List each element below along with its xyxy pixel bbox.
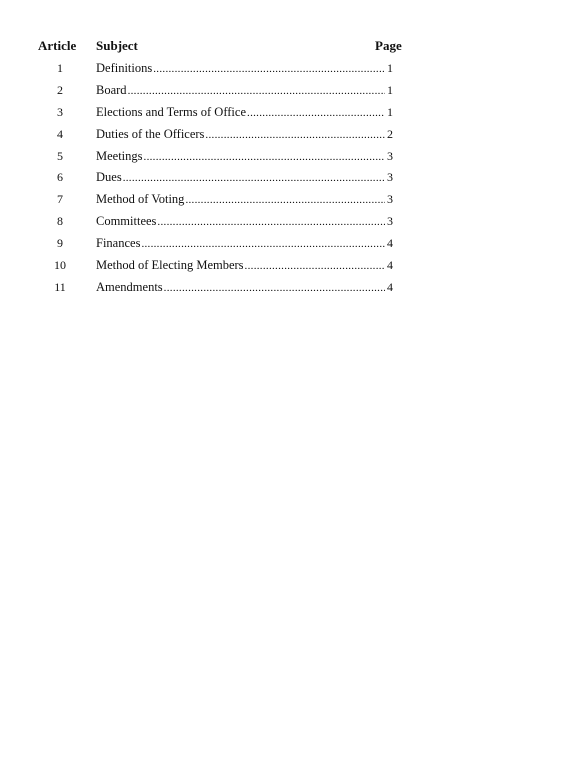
subject-label: Duties of the Officers	[96, 127, 205, 141]
dot-leader	[153, 60, 385, 78]
toc-entry	[96, 278, 393, 297]
dot-leader	[144, 148, 385, 166]
toc-row	[0, 59, 572, 77]
dot-leader	[141, 235, 385, 253]
subject-label: Board	[96, 83, 127, 97]
toc-row	[0, 278, 572, 296]
toc-entry	[96, 103, 393, 122]
toc-entry	[96, 212, 393, 231]
page-number: 3	[387, 170, 393, 184]
dot-leader	[123, 169, 385, 187]
page-number: 3	[387, 214, 393, 228]
subject-column-header: Subject	[96, 38, 138, 53]
article-number: 7	[57, 192, 63, 206]
dot-leader	[157, 213, 385, 231]
dot-leader	[164, 279, 385, 297]
page-column-header: Page	[375, 38, 402, 53]
toc-entry	[96, 234, 393, 253]
page-number: 1	[387, 61, 393, 75]
toc-entry	[96, 256, 393, 275]
toc-row	[0, 212, 572, 230]
toc-entry	[96, 147, 393, 166]
subject-label: Elections and Terms of Office	[96, 105, 247, 119]
dot-leader	[128, 82, 385, 100]
toc-row	[0, 81, 572, 99]
toc-row	[0, 256, 572, 274]
toc-entry	[96, 125, 393, 144]
page-number: 1	[387, 105, 393, 119]
article-number: 2	[57, 83, 63, 97]
article-number: 11	[54, 280, 66, 294]
dot-leader	[247, 104, 385, 122]
article-number: 4	[57, 127, 63, 141]
page-number: 4	[387, 280, 393, 294]
dot-leader	[245, 257, 385, 275]
subject-label: Finances	[96, 236, 141, 250]
subject-label: Meetings	[96, 149, 143, 163]
subject-label: Committees	[96, 214, 157, 228]
toc-row	[0, 125, 572, 143]
article-number: 1	[57, 61, 63, 75]
page-number: 3	[387, 149, 393, 163]
dot-leader	[185, 191, 385, 209]
article-number: 5	[57, 149, 63, 163]
article-number: 6	[57, 170, 63, 184]
page-number: 1	[387, 83, 393, 97]
subject-label: Definitions	[96, 61, 153, 75]
page-number: 2	[387, 127, 393, 141]
page-number: 4	[387, 258, 393, 272]
article-number: 10	[54, 258, 66, 272]
toc-entry	[96, 168, 393, 187]
toc-row	[0, 190, 572, 208]
subject-label: Dues	[96, 170, 122, 184]
subject-label: Method of Voting	[96, 192, 185, 206]
page-number: 3	[387, 192, 393, 206]
article-number: 3	[57, 105, 63, 119]
subject-label: Amendments	[96, 280, 163, 294]
toc-entry	[96, 59, 393, 78]
article-column-header: Article	[38, 38, 77, 53]
toc-row	[0, 147, 572, 165]
toc-row	[0, 234, 572, 252]
toc-entry	[96, 190, 393, 209]
dot-leader	[205, 126, 385, 144]
page-number: 4	[387, 236, 393, 250]
toc-row	[0, 168, 572, 186]
subject-label: Method of Electing Members	[96, 258, 244, 272]
article-number: 8	[57, 214, 63, 228]
article-number: 9	[57, 236, 63, 250]
toc-entry	[96, 81, 393, 100]
toc-row	[0, 103, 572, 121]
